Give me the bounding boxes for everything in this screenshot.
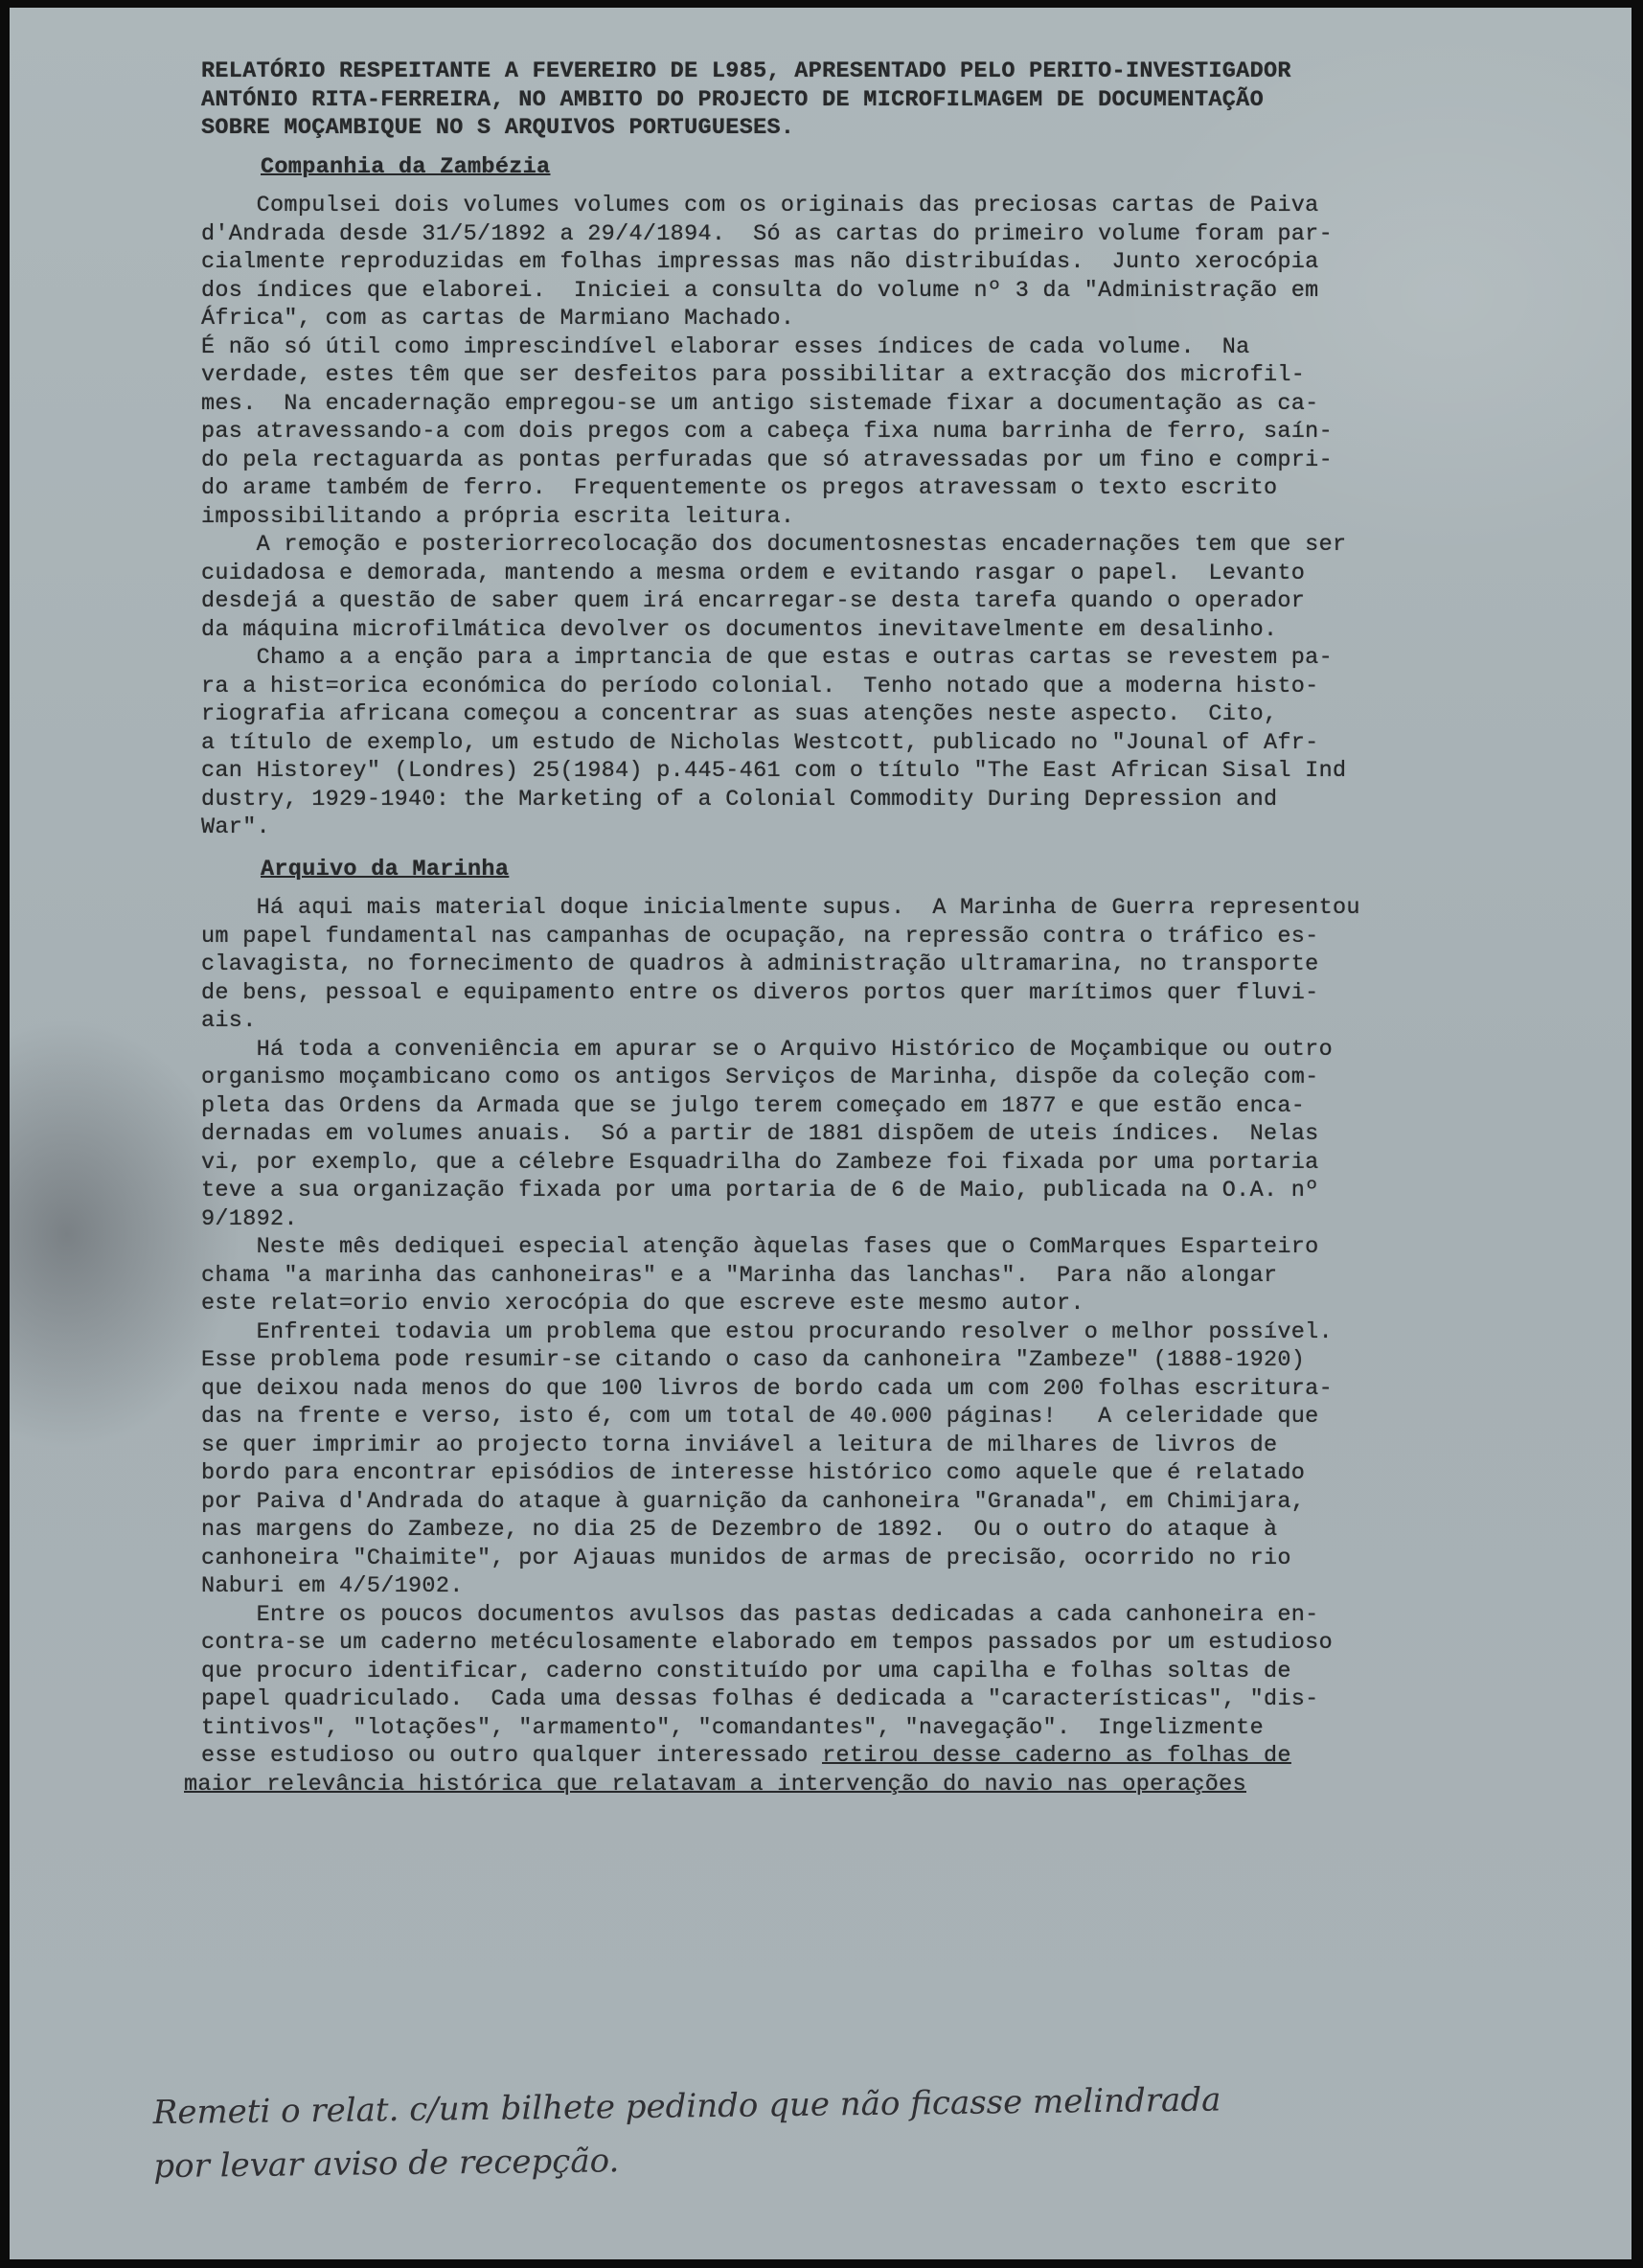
text-line: mes. Na encadernação empregou-se um antigo sistemade fixar a documentação as ca-: [201, 390, 1319, 417]
text-line: a título de exemplo, um estudo de Nicholas Westcott, publicado no "Jounal of Afr-: [201, 729, 1319, 756]
text-line: vi, por exemplo, que a célebre Esquadrilha do Zambeze foi fixada por uma portaria: [201, 1149, 1319, 1176]
text-line: Esse problema pode resumir-se citando o caso da canhoneira "Zambeze" (1888-1920): [201, 1347, 1306, 1373]
text-line: dustry, 1929-1940: the Marketing of a Colonial Commodity During Depression and: [201, 786, 1278, 813]
text-line: É não só útil como imprescindível elaborar esses índices de cada volume. Na: [201, 333, 1250, 360]
text-line: bordo para encontrar episódios de interesse histórico como aquele que é relatado: [201, 1460, 1306, 1486]
text-line: esse estudioso ou outro qualquer interessado retirou desse caderno as folhas de: [201, 1743, 1291, 1769]
text-line: organismo moçambicano como os antigos Serviços de Marinha, dispõe da coleção com-: [201, 1065, 1319, 1090]
text-line: verdade, estes têm que ser desfeitos para possibilitar a extracção dos microfil-: [201, 362, 1306, 388]
text-line: que deixou nada menos do que 100 livros de bordo cada um com 200 folhas escritura-: [201, 1375, 1333, 1402]
text-line: do pela rectaguarda as pontas perfuradas que só atravessadas por um fino e compri-: [201, 447, 1333, 473]
text-line: de bens, pessoal e equipamento entre os diveros portos quer marítimos quer fluvi-: [201, 979, 1319, 1006]
text-line: desdejá a questão de saber quem irá encarregar-se desta tarefa quando o operador: [201, 588, 1306, 614]
text-line: impossibilitando a própria escrita leitura.: [201, 503, 795, 530]
text-line: pleta das Ordens da Armada que se julgo terem começado em 1877 e que estão enca-: [201, 1092, 1306, 1119]
text-line: chama "a marinha das canhoneiras" e a "Marinha das lanchas". Para não alongar: [201, 1262, 1278, 1289]
text-line: 9/1892.: [201, 1205, 298, 1232]
text-line: papel quadriculado. Cada uma dessas folhas é dedicada a "características", "dis-: [201, 1686, 1319, 1712]
text-line: cialmente reproduzidas em folhas impressas mas não distribuídas. Junto xerocópia: [201, 249, 1319, 275]
text-line: nas margens do Zambeze, no dia 25 de Dezembro de 1892. Ou o outro do ataque à: [201, 1517, 1278, 1543]
text-line: pas atravessando-a com dois pregos com a cabeça fixa numa barrinha de ferro, saín-: [201, 419, 1333, 445]
text-line: do arame também de ferro. Frequentemente os pregos atravessam o texto escrito: [201, 475, 1278, 501]
report-heading-line-1: RELATÓRIO RESPEITANTE A FEVEREIRO DE L985, APRESENTADO PELO PERITO-INVESTIGADOR: [201, 58, 1291, 84]
text-line: se quer imprimir ao projecto torna inviável a leitura de milhares de livros de: [201, 1432, 1278, 1458]
underlined-phrase: retirou desse caderno as folhas de: [822, 1743, 1291, 1769]
text-line: d'Andrada desde 31/5/1892 a 29/4/1894. Só as cartas do primeiro volume foram par-: [201, 220, 1333, 247]
text-line: por Paiva d'Andrada do ataque à guarnição da canhoneira "Granada", em Chimijara,: [201, 1488, 1306, 1515]
text-line: riografia africana começou a concentrar as suas atenções neste aspecto. Cito,: [201, 701, 1278, 727]
section-title-arquivo-marinha: Arquivo da Marinha: [261, 856, 510, 882]
text-line: Há toda a conveniência em apurar se o Arquivo Histórico de Moçambique ou outro: [201, 1036, 1333, 1063]
text-line: A remoção e posteriorrecolocação dos documentosnestas encadernações tem que ser: [201, 532, 1347, 558]
text-line: Neste mês dediquei especial atenção àquelas fases que o ComMarques Esparteiro: [201, 1234, 1319, 1260]
text-line: tintivos", "lotações", "armamento", "comandantes", "navegação". Ingelizmente: [201, 1714, 1264, 1741]
text-line: dos índices que elaborei. Iniciei a consulta do volume nº 3 da "Administração em: [201, 277, 1319, 304]
handwritten-note-line-1: Remeti o relat. c/um bilhete pedindo que não ficasse melindrada: [152, 2080, 1221, 2133]
text-line: da máquina microfilmática devolver os documentos inevitavelmente em desalinho.: [201, 616, 1278, 643]
text-line: teve a sua organização fixada por uma portaria de 6 de Maio, publicada na O.A. nº: [201, 1178, 1319, 1203]
handwritten-note-line-2: por levar aviso de recepção.: [153, 2142, 620, 2187]
text-line: Entre os poucos documentos avulsos das pastas dedicadas a cada canhoneira en-: [201, 1601, 1319, 1628]
text-line: contra-se um caderno metéculosamente elaborado em tempos passados por um estudioso: [201, 1630, 1333, 1656]
text-line: clavagista, no fornecimento de quadros à administração ultramarina, no transporte: [201, 951, 1319, 977]
text-line: Chamo a a enção para a imprtancia de que estas e outras cartas se revestem pa-: [201, 645, 1333, 671]
text-line: das na frente e verso, isto é, com um total de 40.000 páginas! A celeridade que: [201, 1404, 1319, 1430]
text-line: Naburi em 4/5/1902.: [201, 1573, 464, 1599]
text-line: can Historey" (Londres) 25(1984) p.445-461 com o título "The East African Sisal Ind: [201, 758, 1347, 784]
text-line: Enfrentei todavia um problema que estou procurando resolver o melhor possível.: [201, 1318, 1333, 1345]
section-companhia-zambezia-body: [201, 192, 1600, 842]
text-line: cuidadosa e demorada, mantendo a mesma ordem e evitando rasgar o papel. Levanto: [201, 560, 1306, 586]
handwritten-note: [152, 2069, 1590, 2193]
text-line: África", com as cartas de Marmiano Machado.: [201, 306, 795, 332]
underlined-last-line: maior relevância histórica que relatavam a intervenção do navio nas operações: [184, 1771, 1246, 1798]
typed-report: [184, 57, 1600, 1798]
text-line: canhoneira "Chaimite", por Ajauas munidos de armas de precisão, ocorrido no rio: [201, 1545, 1291, 1571]
text-line: Há aqui mais material doque inicialmente supus. A Marinha de Guerra representou: [201, 895, 1360, 921]
document-page: [10, 8, 1632, 2259]
section-title-companhia-zambezia: Companhia da Zambézia: [261, 153, 551, 180]
text-line: este relat=orio envio xerocópia do que escreve este mesmo autor.: [201, 1291, 1084, 1317]
text-line: que procuro identificar, caderno constituído por uma capilha e folhas soltas de: [201, 1658, 1291, 1684]
text-line: dernadas em volumes anuais. Só a partir de 1881 dispõem de uteis índices. Nelas: [201, 1121, 1319, 1147]
text-line: ra a hist=orica económica do período colonial. Tenho notado que a moderna histo-: [201, 673, 1319, 699]
text-line: Compulsei dois volumes volumes com os originais das preciosas cartas de Paiva: [201, 193, 1319, 218]
text-line: ais.: [201, 1008, 257, 1034]
report-heading-line-3: SOBRE MOÇAMBIQUE NO S ARQUIVOS PORTUGUESES.: [201, 115, 795, 141]
text-line: um papel fundamental nas campanhas de ocupação, na repressão contra o tráfico es-: [201, 923, 1319, 950]
section-arquivo-marinha-body: [201, 894, 1600, 1771]
report-heading-line-2: ANTÓNIO RITA-FERREIRA, NO AMBITO DO PROJECTO DE MICROFILMAGEM DE DOCUMENTAÇÃO: [201, 86, 1264, 113]
text-line: War".: [201, 814, 271, 840]
